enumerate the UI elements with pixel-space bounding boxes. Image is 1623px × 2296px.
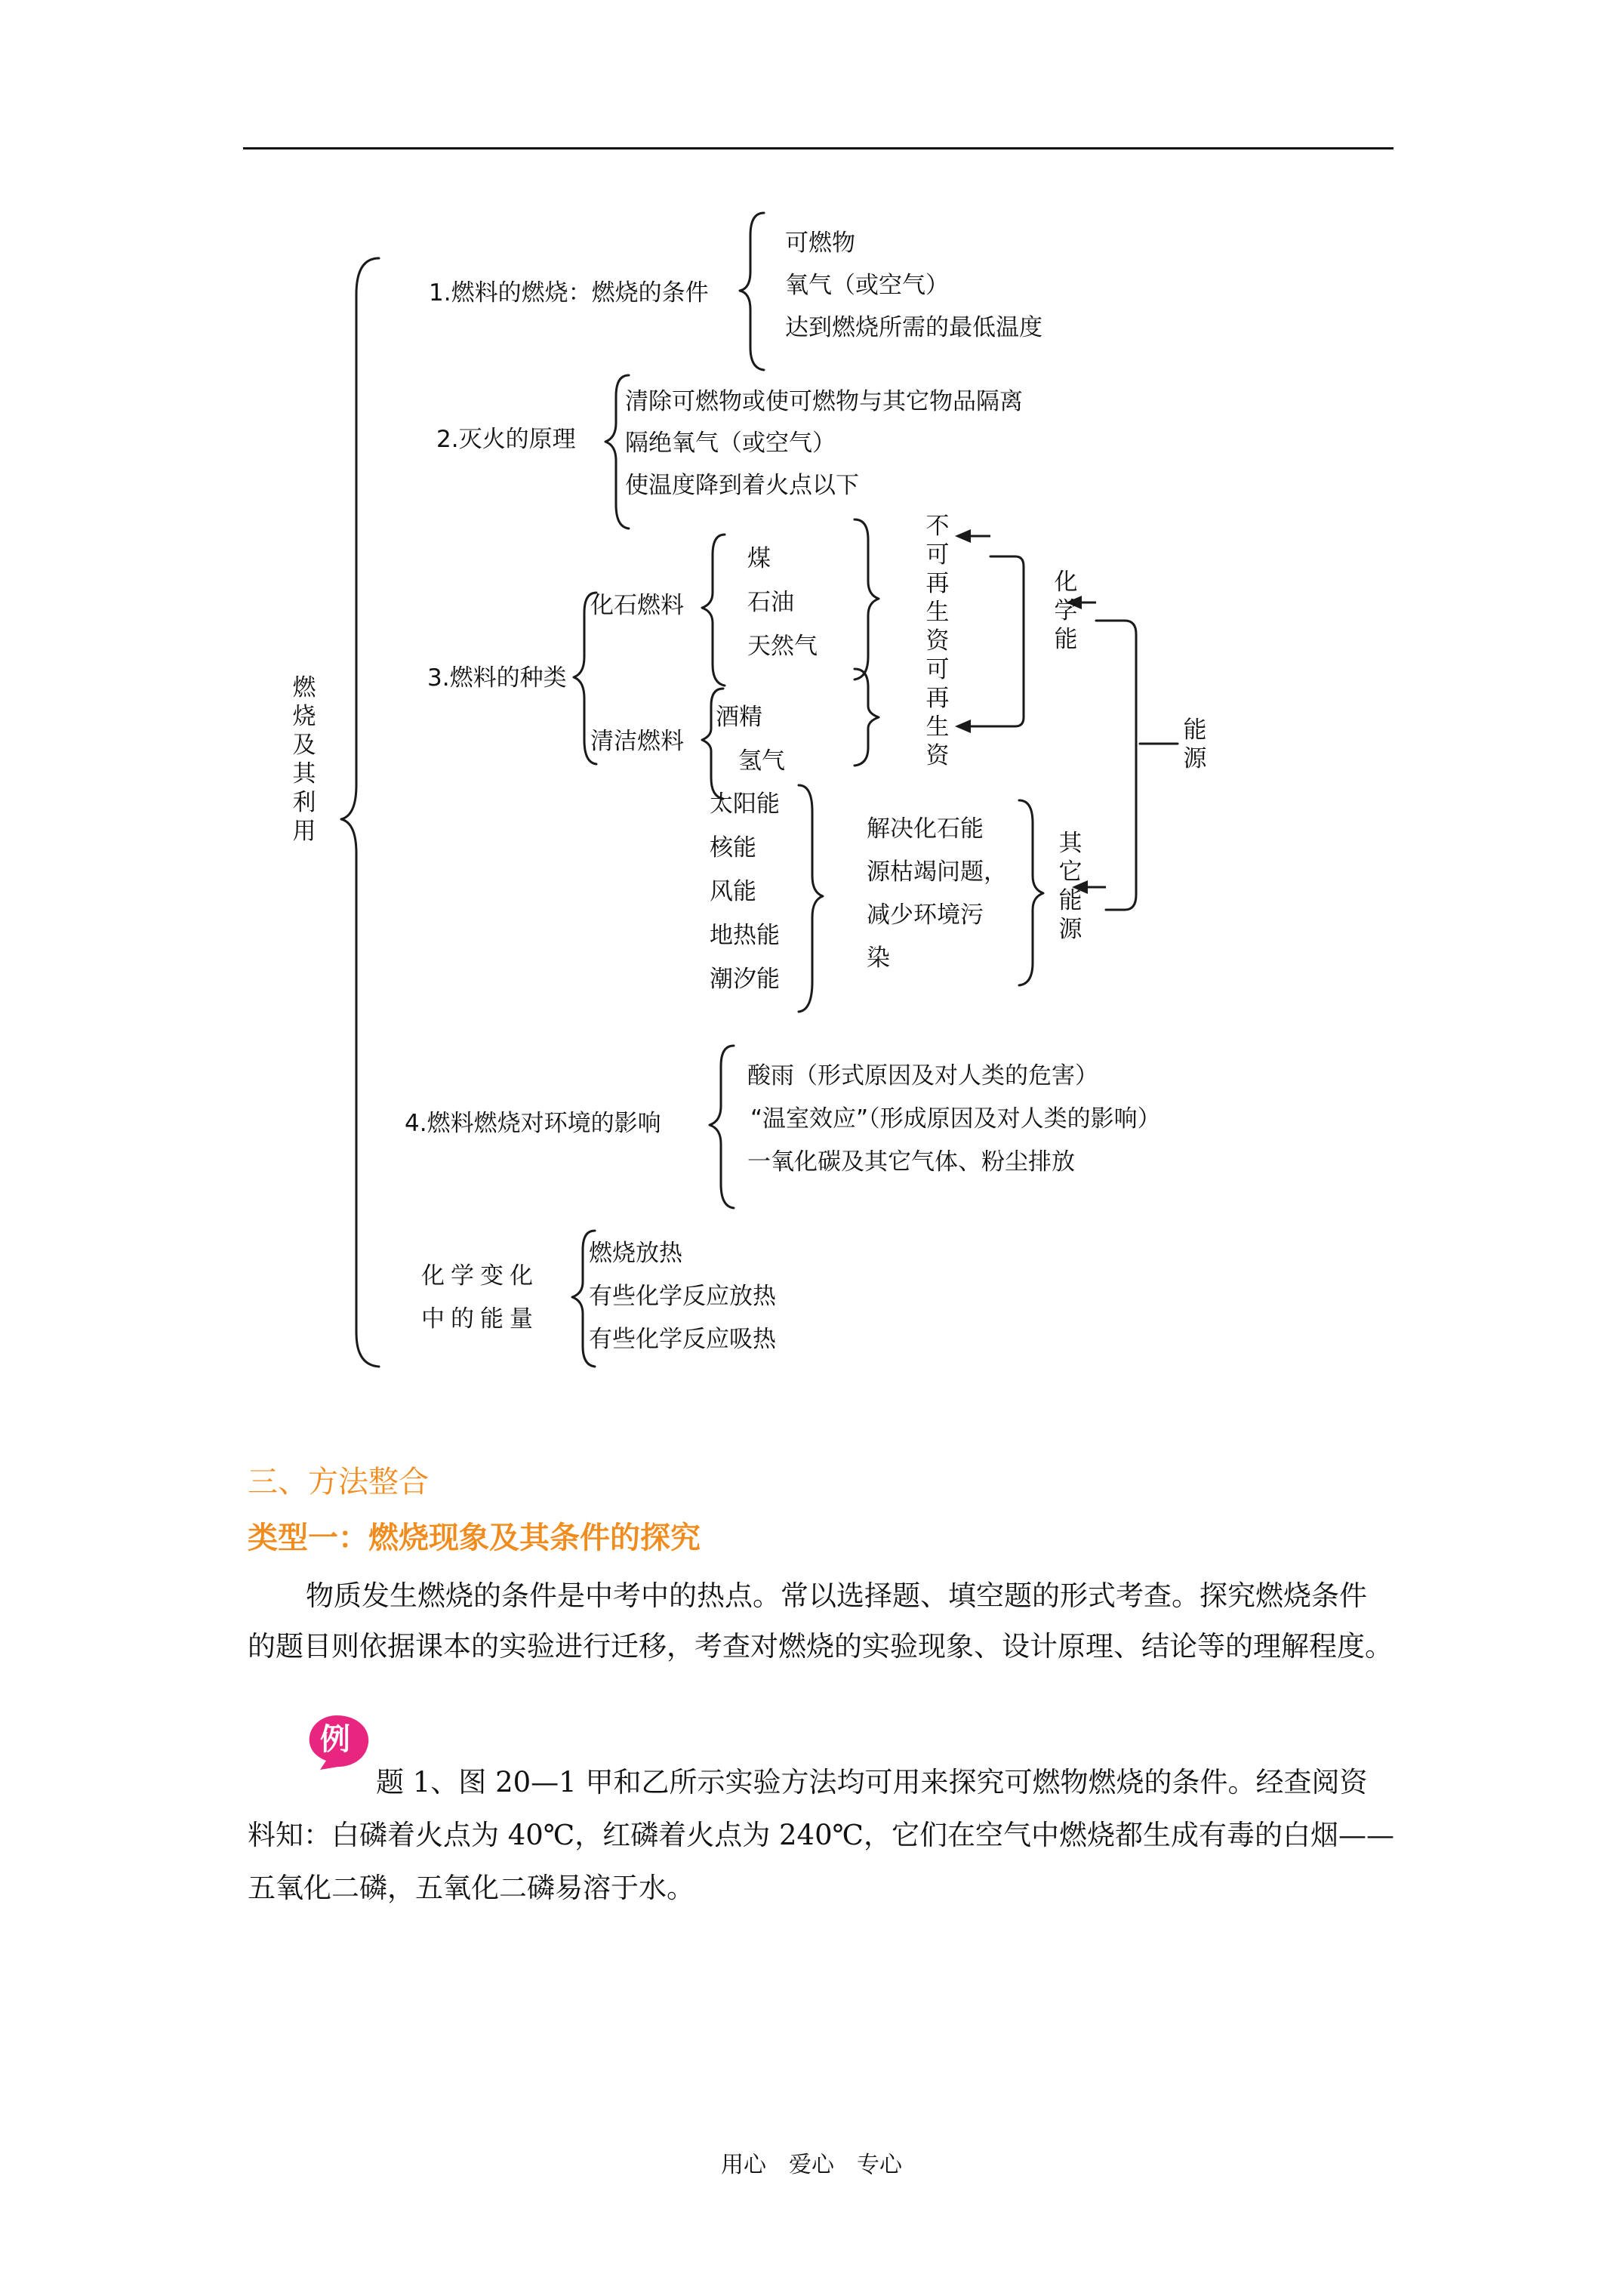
other-fuel-tidal: 潮汐能 <box>710 966 780 993</box>
b5-item-1: 燃烧放热 <box>589 1240 682 1267</box>
b4-brace <box>710 1046 734 1208</box>
page-footer: 用心 爱心 专心 <box>721 2152 902 2178</box>
fossil-item-gas: 天然气 <box>747 633 818 660</box>
other-fuel-nuclear: 核能 <box>710 834 756 861</box>
b1-item-3: 达到燃烧所需的最低温度 <box>785 314 1042 341</box>
example-line-1: 题 1、图 20—1 甲和乙所示实验方法均可用来探究可燃物燃烧的条件。经查阅资 <box>376 1766 1368 1798</box>
b5-label-line2: 中的能量 <box>421 1305 539 1333</box>
fossil-brace <box>702 535 725 686</box>
example-badge-text: 例 <box>320 1721 350 1757</box>
b1-label: 1.燃料的燃烧：燃烧的条件 <box>429 279 709 307</box>
b4-label: 4.燃料燃烧对环境的影响 <box>405 1110 661 1137</box>
solve-line-4: 染 <box>867 945 890 972</box>
fossil-item-oil: 石油 <box>747 589 794 616</box>
b1-item-1: 可燃物 <box>785 230 855 257</box>
root-brace <box>341 258 379 1367</box>
solve-line-3: 减少环境污 <box>867 901 984 929</box>
b4-item-2: “温室效应”（形成原因及对人类的影响） <box>750 1105 1161 1133</box>
solve-brace <box>1019 800 1043 985</box>
other-energy-label: 其它能源 <box>1058 830 1083 943</box>
b2-item-3: 使温度降到着火点以下 <box>625 472 859 499</box>
paragraph-line-2: 的题目则依据课本的实验进行迁移，考查对燃烧的实验现象、设计原理、结论等的理解程度。 <box>248 1630 1393 1663</box>
section-heading: 三、方法整合 <box>248 1465 429 1499</box>
nonrenewable-label: 不可再生资 <box>925 513 950 655</box>
b5-item-3: 有些化学反应吸热 <box>589 1326 776 1353</box>
energy-bracket <box>1096 621 1136 910</box>
b2-item-1: 清除可燃物或使可燃物与其它物品隔离 <box>625 388 1023 415</box>
other-fuel-solar: 太阳能 <box>710 791 780 818</box>
b2-item-2: 隔绝氧气（或空气） <box>625 430 836 457</box>
clean-fuel-label: 清洁燃料 <box>590 728 684 755</box>
fossil-item-coal: 煤 <box>747 545 771 572</box>
example-badge <box>303 1712 373 1773</box>
arrowhead-renewable <box>955 720 971 733</box>
type-heading: 类型一：燃烧现象及其条件的探究 <box>248 1520 701 1555</box>
renew-bracket <box>990 556 1024 726</box>
paragraph-line-1: 物质发生燃烧的条件是中考中的热点。常以选择题、填空题的形式考查。探究燃烧条件 <box>306 1579 1367 1612</box>
b5-label-line1: 化学变化 <box>421 1262 539 1290</box>
arrowhead-nonrenewable <box>955 529 971 543</box>
b3-label: 3.燃料的种类 <box>427 664 567 692</box>
clean-right-brace <box>855 669 879 766</box>
b1-item-2: 氧气（或空气） <box>785 272 949 299</box>
root-label: 燃烧及其利用 <box>292 674 316 845</box>
energy-label: 能源 <box>1183 717 1207 772</box>
fossil-right-brace <box>855 519 879 680</box>
b4-item-3: 一氧化碳及其它气体、粉尘排放 <box>747 1148 1075 1176</box>
chemical-energy-label: 化学能 <box>1054 569 1078 653</box>
b4-item-1: 酸雨（形式原因及对人类的危害） <box>747 1062 1098 1089</box>
example-line-2: 料知：白磷着火点为 40℃，红磷着火点为 240℃，它们在空气中燃烧都生成有毒的白烟—— <box>248 1819 1395 1851</box>
solve-line-1: 解决化石能 <box>867 815 984 843</box>
renewable-label: 可再生资 <box>925 656 950 769</box>
fossil-fuel-label: 化石燃料 <box>590 592 684 619</box>
b5-item-2: 有些化学反应放热 <box>589 1283 776 1310</box>
solve-line-2: 源枯竭问题， <box>867 858 1007 886</box>
other-fuel-wind: 风能 <box>710 878 756 905</box>
b2-label: 2.灭火的原理 <box>436 426 576 453</box>
example-line-3: 五氧化二磷，五氧化二磷易溶于水。 <box>248 1872 694 1904</box>
b1-brace <box>740 213 764 370</box>
other-fuels-brace <box>799 785 823 1012</box>
other-fuel-geothermal: 地热能 <box>710 922 780 949</box>
clean-item-hydrogen: 氢气 <box>738 747 785 775</box>
clean-item-alcohol: 酒精 <box>716 704 762 731</box>
